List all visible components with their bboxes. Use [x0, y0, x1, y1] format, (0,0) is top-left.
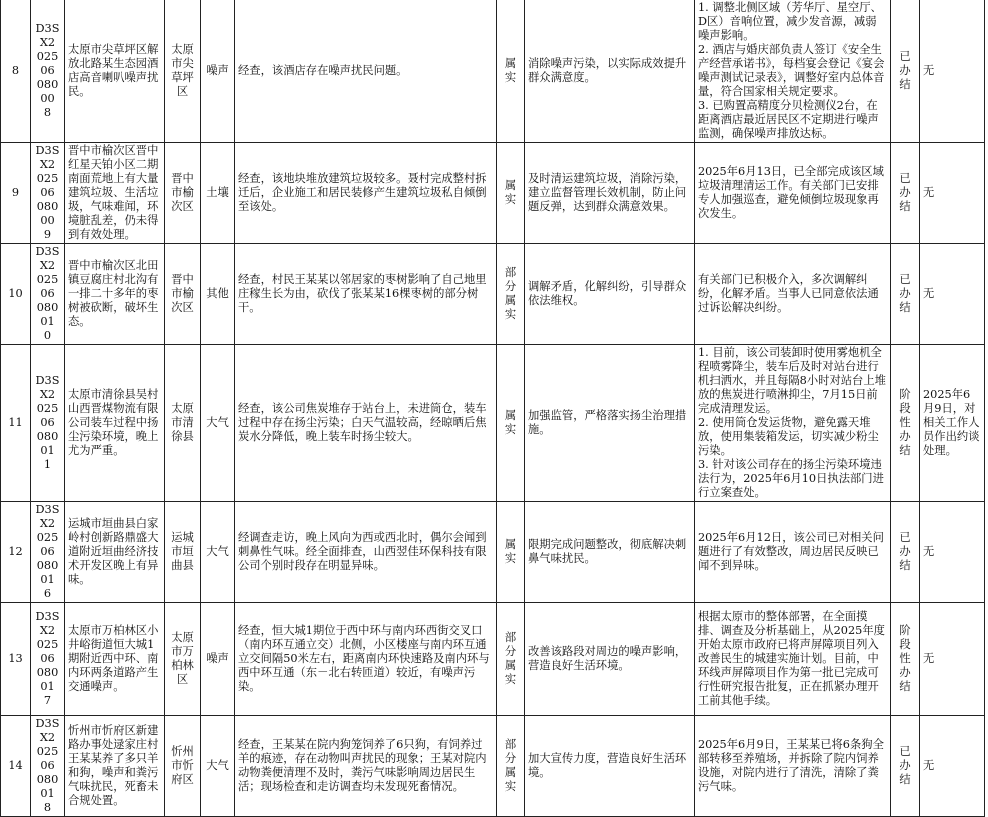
rectification-measures: 有关部门已积极介入，多次调解纠纷，化解矛盾。当事人已同意依法通过诉讼解决纠纷。 [695, 244, 891, 345]
completion-status: 已办结 [891, 502, 920, 603]
table-row [1, 502, 985, 603]
pollution-type: 土壤 [201, 143, 235, 244]
accountability: 2025年6月9日，对相关工作人员作出约谈处理。 [920, 345, 985, 502]
investigation-finding: 经查，王某某在院内狗笼饲养了6只狗，有饲养过羊的痕迹，存在动物叫声扰民的现象；王某对院内动物粪便清理不及时，粪污气味影响周边居民生活；现场检查和走访调查均未发现死畜情况。 [235, 716, 497, 817]
rectification-goal: 改善该路段对周边的噪声影响，营造良好生活环境。 [525, 603, 695, 716]
row-number: 11 [1, 345, 31, 502]
region: 忻州市忻府区 [165, 716, 201, 817]
row-number: 9 [1, 143, 31, 244]
case-code: D3SX2 02506 08001 8 [31, 716, 65, 817]
pollution-type: 大气 [201, 502, 235, 603]
row-number: 14 [1, 716, 31, 817]
complaint-content: 运城市垣曲县白家岭村创新路鼎盛大道附近垣曲经济技术开发区晚上有异味。 [65, 502, 165, 603]
completion-status: 阶段性办结 [891, 345, 920, 502]
rectification-measures: 根据太原市的整体部署，在全面摸排、调查及分析基础上，从2025年度开始太原市政府已将声屏障项目列入改善民生的城建实施计划。目前，中环线声屏障项目作为第一批已完成可行性研究报告批复，正在抓紧办理开工前其他手续。 [695, 603, 891, 716]
complaint-content: 晋中市榆次区晋中红星天铂小区二期南面荒地上有大量建筑垃圾、生活垃圾，气味难闻，环境脏乱差，仍未得到有效处理。 [65, 143, 165, 244]
completion-status: 已办结 [891, 716, 920, 817]
rectification-goal: 消除噪声污染，以实际成效提升群众满意度。 [525, 0, 695, 143]
pollution-type: 噪声 [201, 603, 235, 716]
table-row [1, 244, 985, 345]
rectification-measures: 1. 目前，该公司装卸时使用雾炮机全程喷雾降尘，装车后及时对站台进行机扫洒水，并且每隔8小时对站台上堆放的焦炭进行喷淋抑尘，7月15日前完成清理发运。 2. 使用筒仓发运货物，避免露天堆放，使用集装箱发运，切实减少粉尘污染。 3. 针对该公司存在的扬尘污染环境违法行为，2025年6月10日执法部门进行立案查处。 [695, 345, 891, 502]
investigation-finding: 经查，该酒店存在噪声扰民问题。 [235, 0, 497, 143]
accountability: 无 [920, 603, 985, 716]
case-code: D3SX2 02506 08001 1 [31, 345, 65, 502]
complaint-content: 太原市万柏林区小井峪街道恒大城1期附近西中环、南内环两条道路产生交通噪声。 [65, 603, 165, 716]
region: 晋中市榆次区 [165, 143, 201, 244]
table-row [1, 0, 985, 143]
rectification-measures: 1. 调整北侧区域（芳华厅、星空厅、D区）音响位置，减少发音源，减弱噪声影响。 2. 酒店与婚庆部负责人签订《安全生产经营承诺书》，每档宴会登记《宴会噪声测试记录表》，调整好室内总体音量，符合国家相关规定要求。 3. 已购置高精度分贝检测仪2台，在距离酒店最近居民区不定期进行噪声监测，确保噪声排放达标。 [695, 0, 891, 143]
region: 太原市尖草坪区 [165, 0, 201, 143]
pollution-type: 大气 [201, 716, 235, 817]
table-row [1, 143, 985, 244]
rectification-goal: 加强监管，严格落实扬尘治理措施。 [525, 345, 695, 502]
rectification-measures: 2025年6月13日，已全部完成该区域垃圾清理清运工作。有关部门已安排专人加强巡查，避免倾倒垃圾现象再次发生。 [695, 143, 891, 244]
rectification-goal: 限期完成问题整改，彻底解决刺鼻气味扰民。 [525, 502, 695, 603]
case-code: D3SX2 02506 08001 6 [31, 502, 65, 603]
complaint-content: 忻州市忻府区新建路办事处逯家庄村王某某养了多只羊和狗，噪声和粪污气味扰民，死畜未合规处置。 [65, 716, 165, 817]
rectification-goal: 加大宣传力度，营造良好生活环境。 [525, 716, 695, 817]
accountability: 无 [920, 0, 985, 143]
verification-result: 属实 [497, 143, 525, 244]
verification-result: 属实 [497, 502, 525, 603]
verification-result: 部分属实 [497, 603, 525, 716]
region: 晋中市榆次区 [165, 244, 201, 345]
investigation-finding: 经查，该地块堆放建筑垃圾较多。聂村完成整村拆迁后，企业施工和居民装修产生建筑垃圾私自倾倒至该处。 [235, 143, 497, 244]
complaint-content: 太原市清徐县吴村山西晋煤物流有限公司装车过程中扬尘污染环境，晚上尤为严重。 [65, 345, 165, 502]
case-code: D3SX2 02506 08000 8 [31, 0, 65, 143]
completion-status: 已办结 [891, 143, 920, 244]
accountability: 无 [920, 143, 985, 244]
table-body [1, 0, 985, 817]
complaint-content: 晋中市榆次区北田镇豆腐庄村北沟有一排二十多年的枣树被砍断，破坏生态。 [65, 244, 165, 345]
region: 运城市垣曲县 [165, 502, 201, 603]
accountability: 无 [920, 244, 985, 345]
accountability: 无 [920, 716, 985, 817]
completion-status: 阶段性办结 [891, 603, 920, 716]
investigation-finding: 经查，该公司焦炭堆存于站台上，未进筒仓，装车过程中存在扬尘污染；白天气温较高，经晾晒后焦炭水分降低，晚上装车时扬尘较大。 [235, 345, 497, 502]
table-row [1, 716, 985, 817]
case-code: D3SX2 02506 08001 0 [31, 244, 65, 345]
pollution-type: 大气 [201, 345, 235, 502]
verification-result: 属实 [497, 0, 525, 143]
row-number: 13 [1, 603, 31, 716]
verification-result: 部分属实 [497, 716, 525, 817]
region: 太原市万柏林区 [165, 603, 201, 716]
investigation-finding: 经查，村民王某某以邻居家的枣树影响了自己地里庄稼生长为由，砍伐了张某某16棵枣树的部分树干。 [235, 244, 497, 345]
investigation-finding: 经查，恒大城1期位于西中环与南内环西街交叉口（南内环互通立交）北侧，小区楼座与南内环互通立交间隔50米左右，距离南内环快速路及南内环与西中环互通（东－北右转匝道）较近，有噪声污染。 [235, 603, 497, 716]
verification-result: 部分属实 [497, 244, 525, 345]
rectification-measures: 2025年6月12日，该公司已对相关问题进行了有效整改，周边居民反映已闻不到异味。 [695, 502, 891, 603]
pollution-type: 噪声 [201, 0, 235, 143]
table-row [1, 345, 985, 502]
investigation-finding: 经调查走访，晚上风向为西或西北时，偶尔会闻到刺鼻性气味。经全面排查，山西翌佳环保科技有限公司个别时段存在明显异味。 [235, 502, 497, 603]
row-number: 12 [1, 502, 31, 603]
table-row [1, 603, 985, 716]
rectification-measures: 2025年6月9日，王某某已将6条狗全部转移至养殖场，并拆除了院内饲养设施，对院内进行了清洗，清除了粪污气味。 [695, 716, 891, 817]
pollution-type: 其他 [201, 244, 235, 345]
region: 太原市清徐县 [165, 345, 201, 502]
completion-status: 已办结 [891, 244, 920, 345]
row-number: 10 [1, 244, 31, 345]
rectification-goal: 调解矛盾，化解纠纷，引导群众依法维权。 [525, 244, 695, 345]
rectification-goal: 及时清运建筑垃圾，消除污染，建立监督管理长效机制，防止问题反弹，达到群众满意效果。 [525, 143, 695, 244]
case-code: D3SX2 02506 08000 9 [31, 143, 65, 244]
verification-result: 属实 [497, 345, 525, 502]
case-code: D3SX2 02506 08001 7 [31, 603, 65, 716]
complaint-content: 太原市尖草坪区解放北路某生态园酒店高音喇叭噪声扰民。 [65, 0, 165, 143]
row-number: 8 [1, 0, 31, 143]
completion-status: 已办结 [891, 0, 920, 143]
accountability: 无 [920, 502, 985, 603]
